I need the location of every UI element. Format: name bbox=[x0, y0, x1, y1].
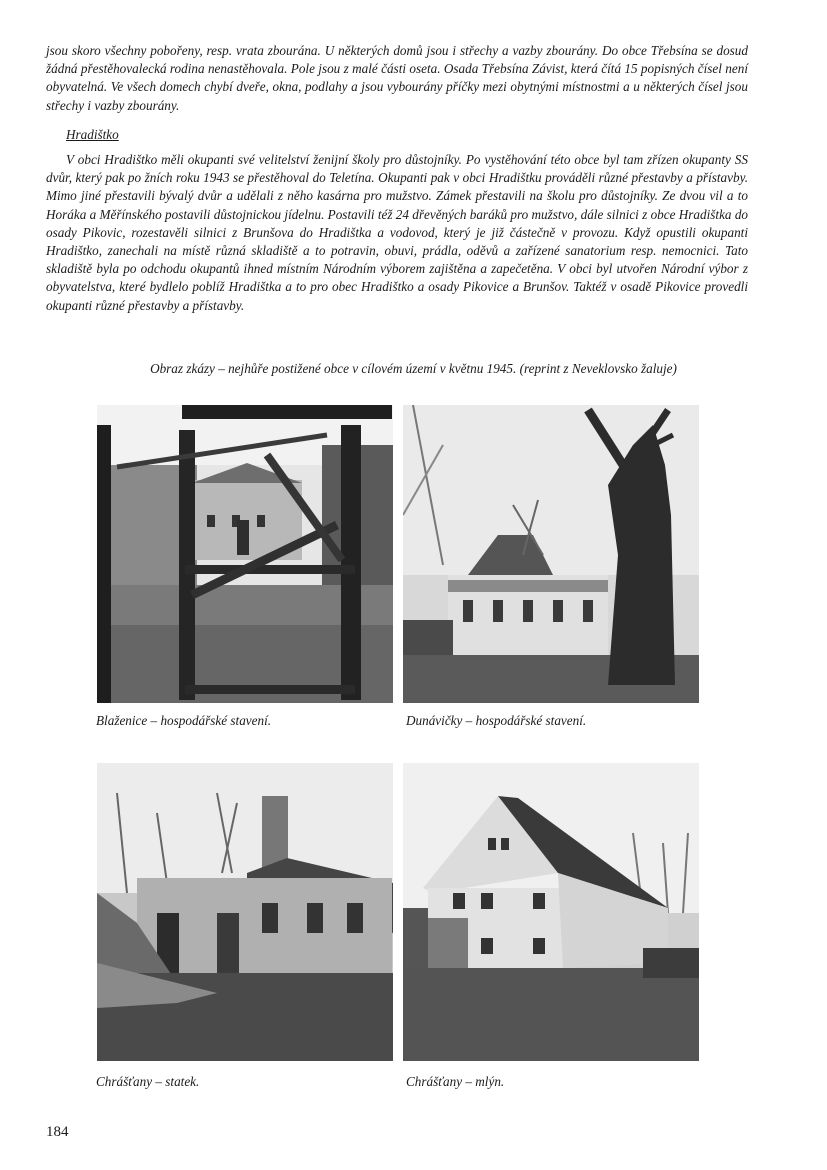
photo-blazenice bbox=[97, 405, 393, 703]
photo-caption-chrastany-mlyn: Chrášťany – mlýn. bbox=[406, 1074, 505, 1089]
photo-caption-chrastany-statek: Chrášťany – statek. bbox=[96, 1074, 200, 1089]
photo-caption-blazenice: Blaženice – hospodářské stavení. bbox=[96, 713, 272, 728]
intro-paragraph: jsou skoro všechny pobořeny, resp. vrata zbourána. U některých domů jsou i střechy a vazby zbourány. Do obce Třebsína se dosud žádná přestěhovalecká rodina nenastěhovala. Pole jsou z malé části oseta. Osada Třebsína Závist, která čítá 15 popisných čísel není obyvatelná. Ve všech domech chybí dveře, okna, podlahy a jsou vybourány příčky mezi obytnými místnostmi a u některých čísel jsou střechy i vazby zbourány. bbox=[46, 43, 748, 113]
photo-chrastany-statek bbox=[97, 763, 393, 1061]
page-number: 184 bbox=[46, 1124, 69, 1140]
section-heading-hradistko: Hradištko bbox=[66, 127, 119, 142]
photo-dunavicky bbox=[403, 405, 699, 703]
photo-caption-dunavicky: Dunávičky – hospodářské stavení. bbox=[406, 713, 587, 728]
hradistko-paragraph: V obci Hradištko měli okupanti své velitelství ženijní školy pro důstojníky. Po vystěhování této obce byl tam zřízen okupanty SS dvůr, který pak po žních roku 1943 se přestěhoval do Teletína. Okupanti pak v obci Hradištku prováděli různé přestavby a přístavby. Mimo jiné přestavili bývalý dvůr a udělali z něho kasárna pro mužstvo. Zámek přestavili na školu pro důstojníky. Ze dvou vil a to Horáka a Měřínského postavili důstojnickou jídelnu. Postavili též 24 dřevěných baráků pro mužstvo, dále silnici z obce Hradištka do osady Pikovic, rozestavěli silnici z Brunšova do Hradištka a vodovod, který je již částečně v provozu. Když opustili okupanti Hradištko, zanechali na místě různá skladiště a to potravin, obuvi, prádla, oděvů a zařízené sanatorium resp. nemocnici. Tato skladiště byla po odchodu okupantů ihned místním Národním výborem zajištěna a zapečetěna. V obci byl utvořen Národní výbor z obyvatelstva, které bydlelo poblíž Hradištka a to pro obec Hradištko a osady Pikovice a Brunšov. Taktéž v osadě Pikovice provedli okupanti různé přestavby a přístavby. bbox=[46, 152, 749, 313]
figure-caption: Obraz zkázy – nejhůře postižené obce v cílovém území v květnu 1945. (reprint z Neveklovsko žaluje) bbox=[150, 361, 677, 376]
photo-chrastany-mlyn bbox=[403, 763, 699, 1061]
